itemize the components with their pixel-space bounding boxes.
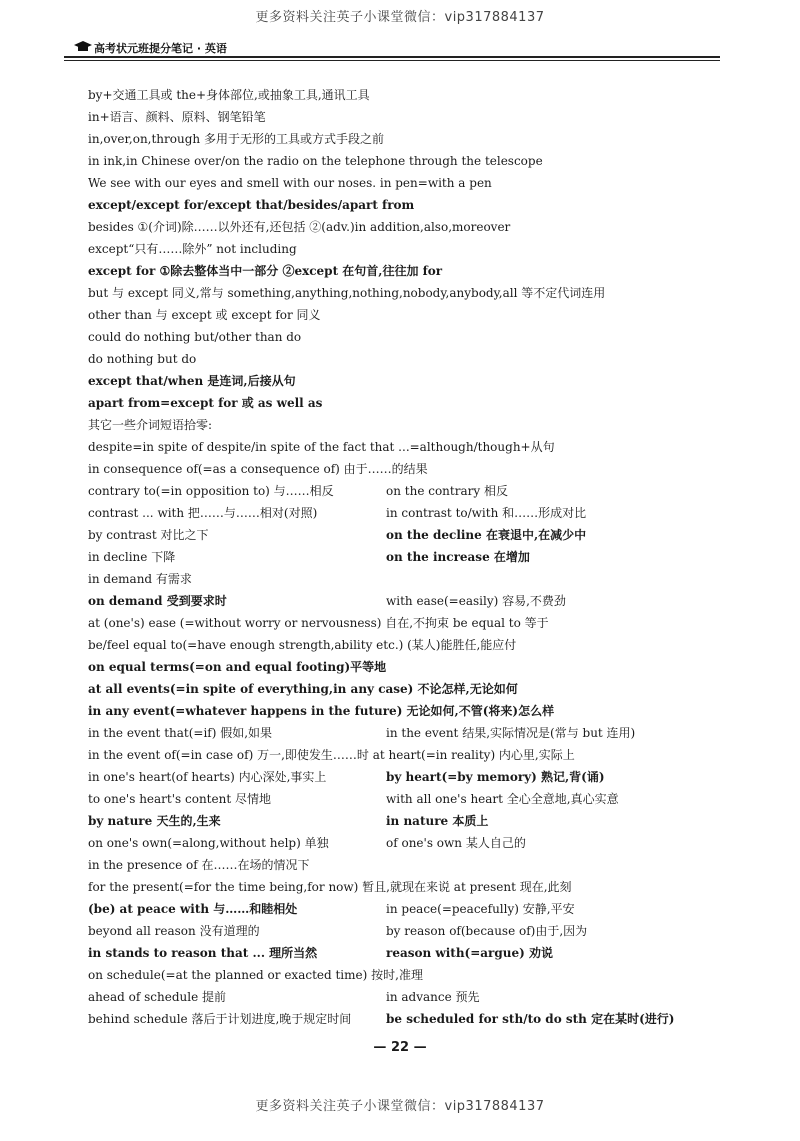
header-rule <box>64 56 720 58</box>
text-line <box>88 194 728 216</box>
text-line <box>88 348 728 370</box>
text-line <box>88 172 728 194</box>
text-line <box>88 700 728 722</box>
text-line <box>88 788 728 810</box>
text-right: with all one's heart 全心全意地,真心实意 <box>386 792 619 806</box>
notes-body <box>88 84 728 1030</box>
text-line <box>88 546 728 568</box>
text-content: except that/when 是连词,后接从句 <box>88 374 296 388</box>
text-line <box>88 458 728 480</box>
text-content: in ink,in Chinese over/on the radio on the telephone through the telescope <box>88 154 543 168</box>
text-line <box>88 150 728 172</box>
text-line <box>88 282 728 304</box>
text-line <box>88 84 728 106</box>
text-left: contrary to(=in opposition to) 与……相反 <box>88 484 334 498</box>
header-title: 高考状元班提分笔记 · 英语 <box>94 42 227 55</box>
text-right: in advance 预先 <box>386 990 480 1004</box>
text-content: other than 与 except 或 except for 同义 <box>88 308 321 322</box>
text-content: except/except for/except that/besides/apart from <box>88 198 415 212</box>
text-right: in peace(=peacefully) 安静,平安 <box>386 902 575 916</box>
text-content: could do nothing but/other than do <box>88 330 302 344</box>
text-right: on the increase 在增加 <box>386 550 530 564</box>
text-content: except“只有……除外” not including <box>88 242 297 256</box>
text-line <box>88 920 728 942</box>
text-line <box>88 876 728 898</box>
text-left: to one's heart's content 尽情地 <box>88 792 271 806</box>
text-content: except for ①除去整体当中一部分 ②except 在句首,往往加 for <box>88 264 443 278</box>
text-content: apart from=except for 或 as well as <box>88 396 323 410</box>
text-line <box>88 634 728 656</box>
text-line <box>88 854 728 876</box>
text-right: of one's own 某人自己的 <box>386 836 526 850</box>
text-line <box>88 106 728 128</box>
text-left: on demand 受到要求时 <box>88 594 227 608</box>
text-line <box>88 1008 728 1030</box>
text-content: We see with our eyes and smell with our noses. in pen=with a pen <box>88 176 492 190</box>
page-number: — 22 — <box>373 1040 427 1055</box>
text-content: in demand 有需求 <box>88 572 192 586</box>
text-left: behind schedule 落后于计划进度,晚于规定时间 <box>88 1012 352 1026</box>
text-line <box>88 656 728 678</box>
text-line <box>88 502 728 524</box>
text-line <box>88 766 728 788</box>
text-line <box>88 612 728 634</box>
text-left: in decline 下降 <box>88 550 176 564</box>
text-left: ahead of schedule 提前 <box>88 990 226 1004</box>
text-left: in the event that(=if) 假如,如果 <box>88 726 273 740</box>
text-line <box>88 722 728 744</box>
text-content: by+交通工具或 the+身体部位,或抽象工具,通讯工具 <box>88 88 370 102</box>
text-line <box>88 304 728 326</box>
text-line <box>88 568 728 590</box>
text-line <box>88 414 728 436</box>
text-line <box>88 942 728 964</box>
text-right: by reason of(because of)由于,因为 <box>386 924 588 938</box>
text-line <box>88 810 728 832</box>
text-right: in the event 结果,实际情况是(常与 but 连用) <box>386 726 636 740</box>
text-left: by nature 天生的,生来 <box>88 814 221 828</box>
text-line <box>88 524 728 546</box>
watermark-bottom: 更多资料关注英子小课堂微信：vip317884137 <box>255 1099 545 1114</box>
text-right: be scheduled for sth/to do sth 定在某时(进行) <box>386 1012 675 1026</box>
text-content: despite=in spite of despite/in spite of the fact that ...=although/though+从句 <box>88 440 555 454</box>
text-content: on equal terms(=on and equal footing)平等地 <box>88 660 387 674</box>
text-line <box>88 128 728 150</box>
text-line <box>88 590 728 612</box>
text-line <box>88 238 728 260</box>
text-line <box>88 392 728 414</box>
text-left: in stands to reason that ... 理所当然 <box>88 946 318 960</box>
text-line <box>88 678 728 700</box>
text-left: (be) at peace with 与……和睦相处 <box>88 902 298 916</box>
text-content: in the presence of 在……在场的情况下 <box>88 858 310 872</box>
text-line <box>88 964 728 986</box>
text-line <box>88 436 728 458</box>
text-line <box>88 832 728 854</box>
text-line <box>88 216 728 238</box>
text-content: be/feel equal to(=have enough strength,ability etc.) (某人)能胜任,能应付 <box>88 638 517 652</box>
text-right: in contrast to/with 和……形成对比 <box>386 506 587 520</box>
text-content: at (one's) ease (=without worry or nervousness) 自在,不拘束 be equal to 等于 <box>88 616 549 630</box>
text-left: in one's heart(of hearts) 内心深处,事实上 <box>88 770 327 784</box>
text-line <box>88 326 728 348</box>
graduation-cap-icon <box>74 41 92 51</box>
text-line <box>88 480 728 502</box>
text-right: with ease(=easily) 容易,不费劲 <box>386 594 566 608</box>
text-content: in consequence of(=as a consequence of) 由于……的结果 <box>88 462 428 476</box>
text-right: by heart(=by memory) 熟记,背(诵) <box>386 770 605 784</box>
text-right: reason with(=argue) 劝说 <box>386 946 553 960</box>
text-line <box>88 898 728 920</box>
text-content: besides ①(介词)除……以外还有,还包括 ②(adv.)in addition,also,moreover <box>88 220 511 234</box>
watermark-top: 更多资料关注英子小课堂微信：vip317884137 <box>255 10 545 25</box>
text-content: 其它一些介词短语拾零: <box>88 418 213 432</box>
text-content: do nothing but do <box>88 352 197 366</box>
text-left: beyond all reason 没有道理的 <box>88 924 260 938</box>
text-line <box>88 370 728 392</box>
page-header <box>64 36 720 66</box>
text-right: on the contrary 相反 <box>386 484 508 498</box>
text-content: in the event of(=in case of) 万一,即使发生……时 at heart(=in reality) 内心里,实际上 <box>88 748 575 762</box>
text-content: in,over,on,through 多用于无形的工具或方式手段之前 <box>88 132 384 146</box>
text-content: in any event(=whatever happens in the future) 无论如何,不管(将来)怎么样 <box>88 704 555 718</box>
text-left: on one's own(=along,without help) 单独 <box>88 836 329 850</box>
text-content: for the present(=for the time being,for now) 暂且,就现在来说 at present 现在,此刻 <box>88 880 572 894</box>
text-line <box>88 260 728 282</box>
text-right: in nature 本质上 <box>386 814 489 828</box>
text-content: but 与 except 同义,常与 something,anything,nothing,nobody,anybody,all 等不定代词连用 <box>88 286 606 300</box>
text-line <box>88 744 728 766</box>
text-content: in+语言、颜料、原料、钢笔铅笔 <box>88 110 266 124</box>
text-line <box>88 986 728 1008</box>
text-content: on schedule(=at the planned or exacted time) 按时,准理 <box>88 968 423 982</box>
text-content: at all events(=in spite of everything,in any case) 不论怎样,无论如何 <box>88 682 518 696</box>
text-left: contrast ... with 把……与……相对(对照) <box>88 506 318 520</box>
header-rule-thin <box>64 60 720 61</box>
text-left: by contrast 对比之下 <box>88 528 209 542</box>
text-right: on the decline 在衰退中,在减少中 <box>386 528 587 542</box>
